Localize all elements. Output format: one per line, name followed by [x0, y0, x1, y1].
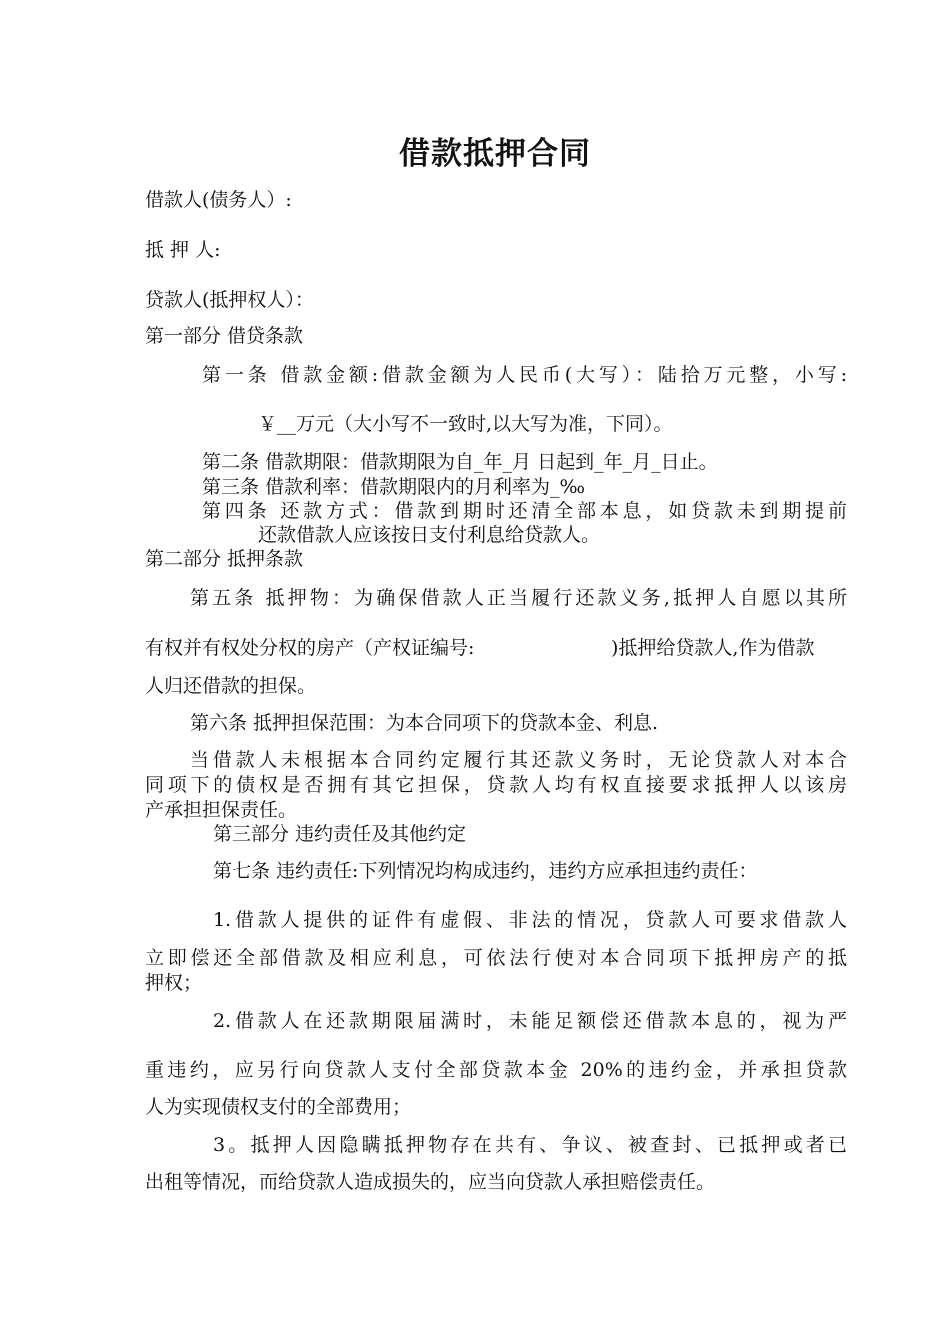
article6: 第六条 抵押担保范围：为本合同项下的贷款本金、利息. — [190, 712, 659, 734]
breach-item1-line2: 立即偿还全部借款及相应利息，可依法行使对本合同项下抵押房产的抵 — [145, 947, 847, 969]
breach-item2-line1: 2.借款人在还款期限届满时，未能足额偿还借款本息的，视为严 — [213, 1010, 847, 1032]
article1-line2: ￥__万元（大小写不一致时,以大写为准，下同）。 — [258, 413, 673, 435]
lender-label: 贷款人(抵押权人）： — [145, 289, 314, 311]
part3-heading: 第三部分 违约责任及其他约定 — [213, 823, 467, 845]
borrower-label: 借款人(债务人）: — [145, 189, 292, 211]
guarantee-paragraph-line2: 同项下的债权是否拥有其它担保，贷款人均有权直接要求抵押人以该房 — [145, 774, 847, 796]
article2: 第二条 借款期限：借款期限为自_年_月 日起到_年_月_日止。 — [202, 451, 718, 473]
article3: 第三条 借款利率：借款期限内的月利率为_‰ — [202, 476, 586, 498]
breach-item1-line3: 押权； — [145, 972, 203, 994]
guarantee-paragraph-line3: 产承担担保责任。 — [145, 799, 298, 821]
article4-line1: 第四条 还款方式：借款到期时还清全部本息，如贷款未到期提前 — [202, 500, 847, 522]
breach-item2-line2: 重违约，应另行向贷款人支付全部贷款本金 20%的违约金，并承担贷款 — [145, 1059, 847, 1081]
article5-line3: 人归还借款的担保。 — [145, 675, 317, 697]
article5-line2-end: )抵押给贷款人,作为借款 — [611, 637, 815, 659]
article5-line1: 第五条 抵押物：为确保借款人正当履行还款义务,抵押人自愿以其所 — [190, 587, 847, 609]
article5-line2-start: 有权并有权处分权的房产（产权证编号: — [145, 637, 475, 659]
breach-item3-line2: 出租等情况，而给贷款人造成损失的，应当向贷款人承担赔偿责任。 — [145, 1171, 716, 1193]
breach-item3-line1: 3。抵押人因隐瞒抵押物存在共有、争议、被查封、已抵押或者已 — [213, 1134, 847, 1156]
article4-line2: 还款借款人应该按日支付利息给贷款人。 — [258, 524, 601, 546]
part2-heading: 第二部分 抵押条款 — [145, 548, 304, 570]
breach-item1-line1: 1.借款人提供的证件有虚假、非法的情况，贷款人可要求借款人 — [213, 909, 847, 931]
part1-heading: 第一部分 借贷条款 — [145, 325, 304, 347]
article7: 第七条 违约责任:下列情况均构成违约，违约方应承担违约责任： — [213, 860, 758, 882]
breach-item2-line3: 人为实现债权支付的全部费用； — [145, 1096, 412, 1118]
document-title: 借款抵押合同 — [399, 136, 591, 172]
mortgagor-label: 抵 押 人: — [145, 239, 221, 261]
guarantee-paragraph-line1: 当借款人未根据本合同约定履行其还款义务时，无论贷款人对本合 — [190, 749, 847, 771]
article1-line1: 第一条 借款金额:借款金额为人民币(大写）：陆拾万元整，小写: — [202, 364, 847, 386]
